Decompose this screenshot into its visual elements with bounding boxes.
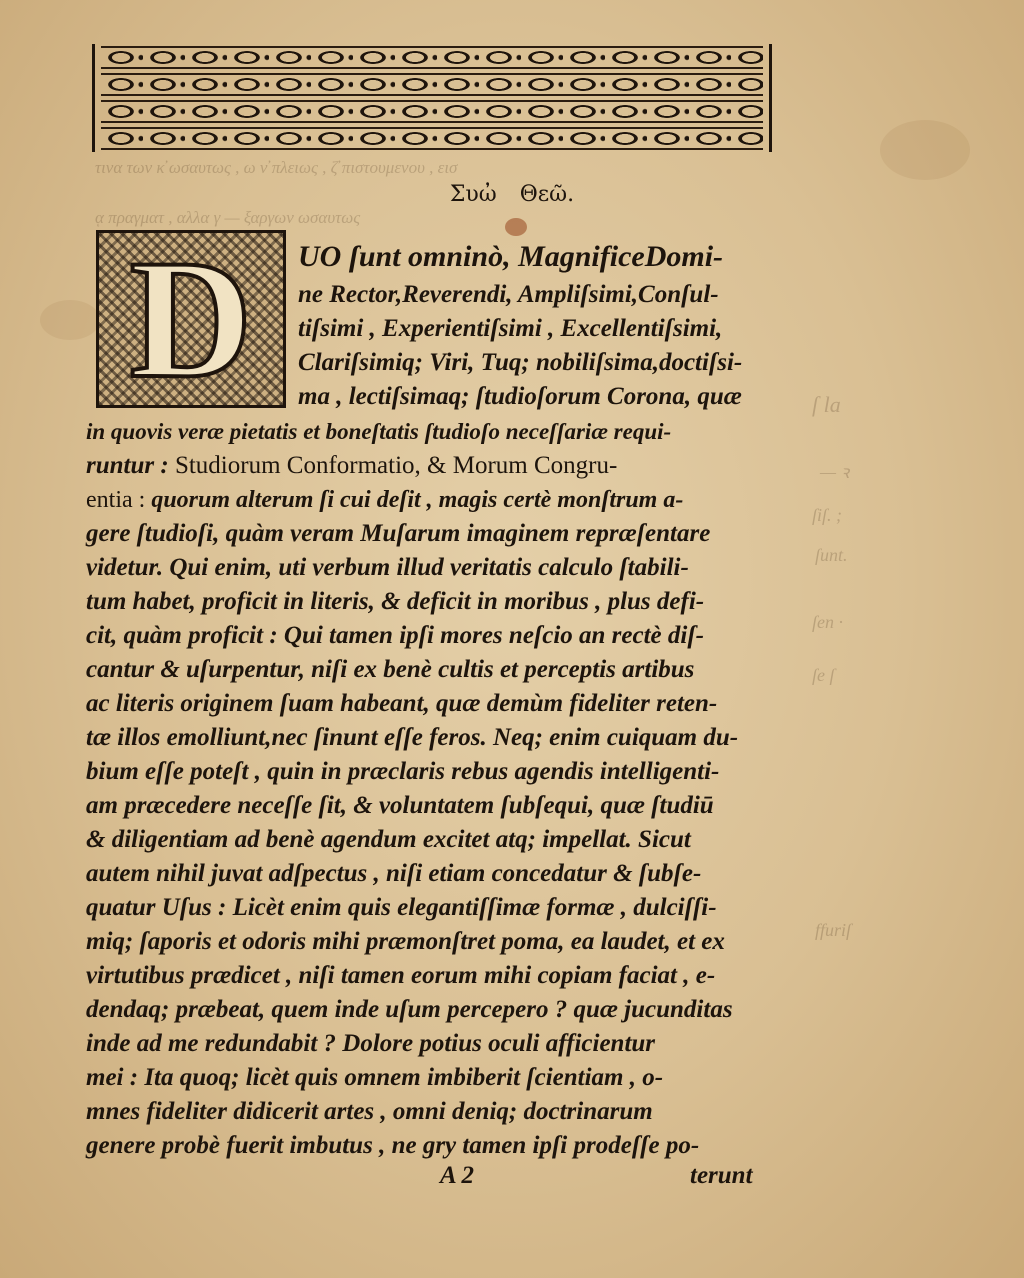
ornamental-headpiece (92, 44, 772, 152)
text-line: UO ſunt omninò, MagnificeDomi- (298, 240, 724, 273)
text-line: mei : Ita quoq; licèt quis omnem imbiberit ſcientiam , o- (86, 1064, 664, 1091)
bleed-through-mark: ffuriſ (815, 920, 852, 940)
text-line: ne Rector,Reverendi, Ampliſsimi,Conſul- (298, 281, 719, 308)
text-line: tum habet, proficit in literis, & deficit in moribus , plus defi- (86, 588, 705, 615)
bleed-through-mark: — ꝛ (820, 462, 850, 482)
text-line: & diligentiam ad benè agendum excitet atq; impellat. Sicut (86, 826, 691, 853)
text-line: bium eſſe poteſt , quin in præclaris rebus agendis intelligenti- (86, 758, 720, 785)
bleed-through-mark: ſ la (812, 392, 841, 417)
text-line: in quovis veræ pietatis et boneſtatis ſtudioſo neceſſariæ requi- (86, 419, 672, 444)
text-roman: Studiorum Conformatio, & Morum Congru- (174, 452, 618, 479)
text-italic: runtur : (86, 452, 175, 479)
bleed-through-mark: ᾳ πραγματ , αλλα γ — ξαργων ωσαυτως (95, 208, 361, 227)
text-line: miq; ſaporis et odoris mihi præmonſtret poma, ea laudet, et ex (86, 928, 725, 955)
text-line: mnes fideliter didicerit artes , omni deniq; doctrinarum (86, 1098, 653, 1125)
ornament-band (101, 100, 763, 123)
bleed-through-mark: ſe ſ (812, 665, 835, 685)
text-italic: quorum alterum ſi cui deſit , magis certè monſtrum a- (151, 487, 684, 513)
text-line: quatur Uſus : Licèt enim quis elegantiſſimæ formæ , dulciſſi- (86, 894, 717, 921)
drop-cap-letter: D (129, 225, 253, 413)
text-line: gere ſtudioſi, quàm veram Muſarum imaginem repræſentare (86, 520, 711, 547)
text-line: genere probè fuerit imbutus , ne gry tamen ipſi prodeſſe po- (86, 1132, 700, 1159)
text-roman: entia : (86, 487, 152, 513)
bleed-through-mark: ſiſ. ; (812, 505, 842, 525)
text-line: tæ illos emolliunt,nec ſinunt eſſe feros. Neq; enim cuiquam du- (86, 724, 739, 751)
text-line: virtutibus prædicet , niſi tamen eorum mihi copiam faciat , e- (86, 962, 716, 989)
catchword: terunt (690, 1162, 753, 1189)
paper-stain (40, 300, 100, 340)
text-line: am præcedere neceſſe ſit, & voluntatem ſubſequi, quæ ſtudiū (86, 792, 714, 819)
bleed-through-mark: τινα των κ̓ ωσαυτως , ω ν̓ πλειως , ζ̓ πιστουμενου , εισ (95, 158, 458, 177)
text-line: ma , lectiſsimaq; ſtudioſorum Corona, quæ (298, 383, 742, 410)
text-line (86, 449, 617, 483)
bleed-through-mark: ſen · (812, 612, 843, 632)
decorated-initial (96, 225, 286, 413)
ornament-band (101, 46, 763, 69)
paper-stain (880, 120, 970, 180)
bleed-through-mark: ſunt. (815, 545, 848, 565)
ornament-band (101, 73, 763, 96)
paper-stain (505, 218, 527, 236)
text-line: cit, quàm proficit : Qui tamen ipſi mores neſcio an rectè diſ- (86, 622, 704, 649)
text-line: cantur & uſurpentur, niſi ex benè cultis et perceptis artibus (86, 656, 695, 683)
text-line (86, 483, 683, 517)
text-line: Clariſsimiq; Viri, Tuq; nobiliſsima,doctiſsi- (298, 349, 743, 376)
ornament-band (101, 127, 763, 150)
text-line: inde ad me redundabit ? Dolore potius oculi afficientur (86, 1030, 656, 1057)
greek-invocation: Συὠ Θεῶ. (449, 182, 575, 207)
text-line: autem nihil juvat adſpectus , niſi etiam concedatur & ſubſe- (86, 860, 702, 887)
text-line: tiſsimi , Experientiſsimi , Excellentiſsimi, (298, 315, 723, 342)
signature-mark: A 2 (440, 1162, 475, 1189)
text-line: dendaq; præbeat, quem inde uſum percepero ? quæ jucunditas (86, 996, 733, 1023)
text-line: videtur. Qui enim, uti verbum illud veritatis calculo ſtabili- (86, 554, 689, 581)
text-line: ac literis originem ſuam habeant, quæ demùm fideliter reten- (86, 690, 718, 717)
